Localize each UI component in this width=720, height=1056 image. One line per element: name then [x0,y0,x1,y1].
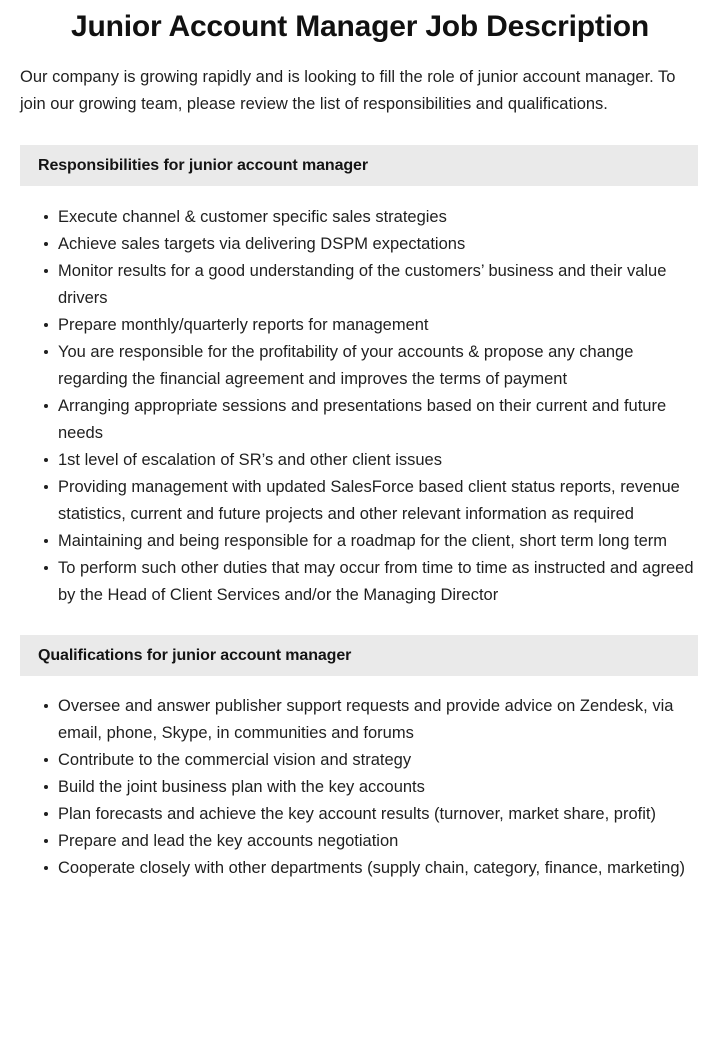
list-item: Plan forecasts and achieve the key account results (turnover, market share, profit) [44,801,698,828]
list-item: Maintaining and being responsible for a roadmap for the client, short term long term [44,528,698,555]
list-item: Execute channel & customer specific sales strategies [44,204,698,231]
list-item: You are responsible for the profitability of your accounts & propose any change regarding the financial agreement and improves the terms of payment [44,339,698,393]
qualifications-list [0,693,720,882]
section-heading-label: Responsibilities for junior account manager [38,156,368,174]
responsibilities-list [0,204,720,609]
list-item: Arranging appropriate sessions and presentations based on their current and future needs [44,393,698,447]
section-qualifications [0,635,720,882]
page-title: Junior Account Manager Job Description [70,10,650,43]
list-item: To perform such other duties that may occur from time to time as instructed and agreed by the Head of Client Services and/or the Managing Director [44,555,698,609]
list-item: Oversee and answer publisher support requests and provide advice on Zendesk, via email, phone, Skype, in communities and forums [44,693,698,747]
section-header-responsibilities [20,145,698,186]
list-item: 1st level of escalation of SR’s and other client issues [44,447,698,474]
list-item: Prepare monthly/quarterly reports for management [44,312,698,339]
list-item: Achieve sales targets via delivering DSPM expectations [44,231,698,258]
list-item: Cooperate closely with other departments (supply chain, category, finance, marketing) [44,855,698,882]
list-item: Prepare and lead the key accounts negotiation [44,828,698,855]
list-item: Providing management with updated SalesForce based client status reports, revenue statistics, current and future projects and other relevant information as required [44,474,698,528]
list-item: Contribute to the commercial vision and strategy [44,747,698,774]
section-responsibilities [0,145,720,609]
list-item: Monitor results for a good understanding of the customers’ business and their value drivers [44,258,698,312]
section-heading-label: Qualifications for junior account manager [38,646,352,664]
list-item: Build the joint business plan with the key accounts [44,774,698,801]
section-header-qualifications [20,635,698,676]
intro-paragraph: Our company is growing rapidly and is looking to fill the role of junior account manager. To join our growing team, please review the list of responsibilities and qualifications. [20,68,676,113]
